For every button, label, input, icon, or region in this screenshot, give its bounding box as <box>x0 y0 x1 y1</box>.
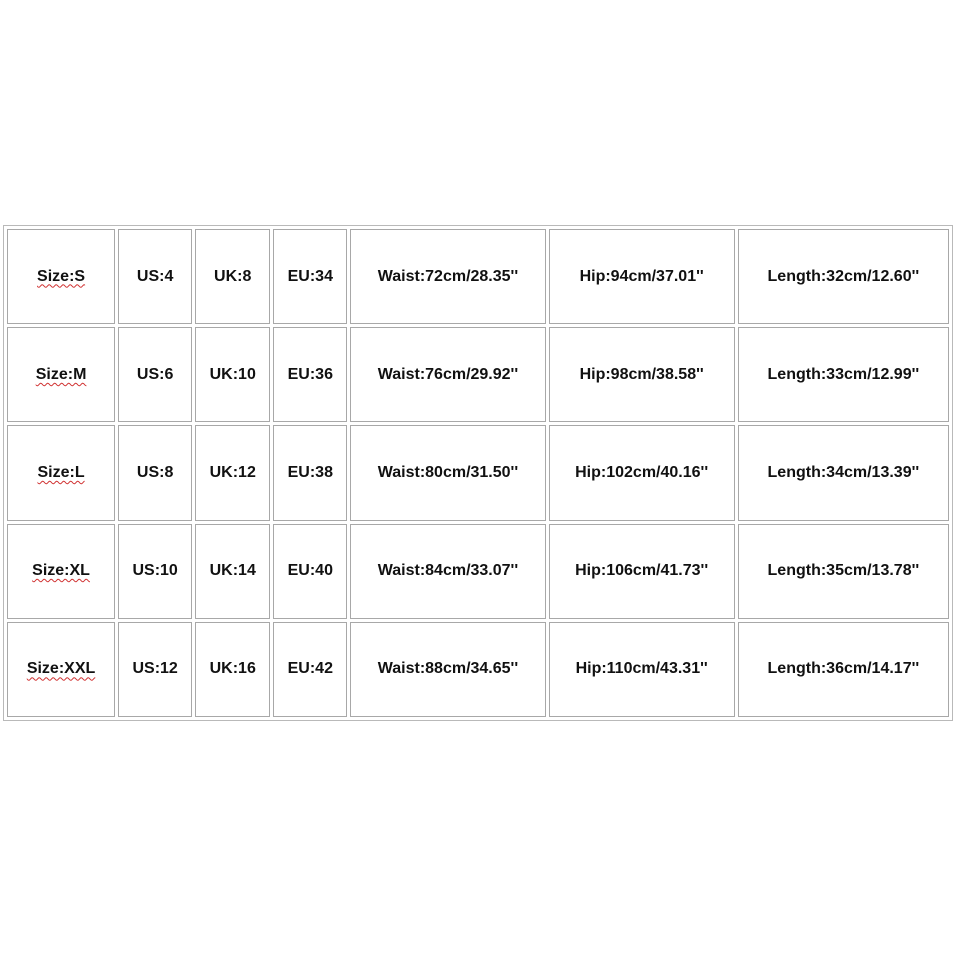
waist-cell: Waist:72cm/28.35'' <box>350 229 545 324</box>
length-cell: Length:33cm/12.99'' <box>738 327 949 422</box>
size-cell <box>7 524 115 619</box>
length-cell: Length:36cm/14.17'' <box>738 622 949 717</box>
uk-size-cell: UK:10 <box>195 327 270 422</box>
size-label: Size:M <box>35 365 87 383</box>
table-row <box>7 524 949 619</box>
us-size-cell: US:8 <box>118 425 192 520</box>
eu-size-cell: EU:36 <box>273 327 347 422</box>
table-row <box>7 425 949 520</box>
eu-size-cell: EU:38 <box>273 425 347 520</box>
size-label: Size:S <box>37 267 86 285</box>
size-label: Size:XL <box>32 562 90 580</box>
us-size-cell: US:6 <box>118 327 192 422</box>
size-chart <box>3 225 953 721</box>
length-cell: Length:34cm/13.39'' <box>738 425 949 520</box>
size-cell <box>7 327 115 422</box>
table-row <box>7 622 949 717</box>
uk-size-cell: UK:16 <box>195 622 270 717</box>
waist-cell: Waist:80cm/31.50'' <box>350 425 545 520</box>
waist-cell: Waist:84cm/33.07'' <box>350 524 545 619</box>
waist-cell: Waist:76cm/29.92'' <box>350 327 545 422</box>
uk-size-cell: UK:12 <box>195 425 270 520</box>
hip-cell: Hip:106cm/41.73'' <box>549 524 735 619</box>
us-size-cell: US:10 <box>118 524 192 619</box>
table-row <box>7 229 949 324</box>
size-cell <box>7 425 115 520</box>
us-size-cell: US:12 <box>118 622 192 717</box>
size-chart-table <box>4 226 952 720</box>
eu-size-cell: EU:40 <box>273 524 347 619</box>
size-label: Size:L <box>37 463 85 481</box>
length-cell: Length:32cm/12.60'' <box>738 229 949 324</box>
length-cell: Length:35cm/13.78'' <box>738 524 949 619</box>
waist-cell: Waist:88cm/34.65'' <box>350 622 545 717</box>
hip-cell: Hip:98cm/38.58'' <box>549 327 735 422</box>
uk-size-cell: UK:8 <box>195 229 270 324</box>
us-size-cell: US:4 <box>118 229 192 324</box>
uk-size-cell: UK:14 <box>195 524 270 619</box>
hip-cell: Hip:102cm/40.16'' <box>549 425 735 520</box>
size-label: Size:XXL <box>26 660 96 678</box>
hip-cell: Hip:94cm/37.01'' <box>549 229 735 324</box>
hip-cell: Hip:110cm/43.31'' <box>549 622 735 717</box>
size-cell <box>7 622 115 717</box>
eu-size-cell: EU:42 <box>273 622 347 717</box>
size-cell <box>7 229 115 324</box>
eu-size-cell: EU:34 <box>273 229 347 324</box>
table-row <box>7 327 949 422</box>
